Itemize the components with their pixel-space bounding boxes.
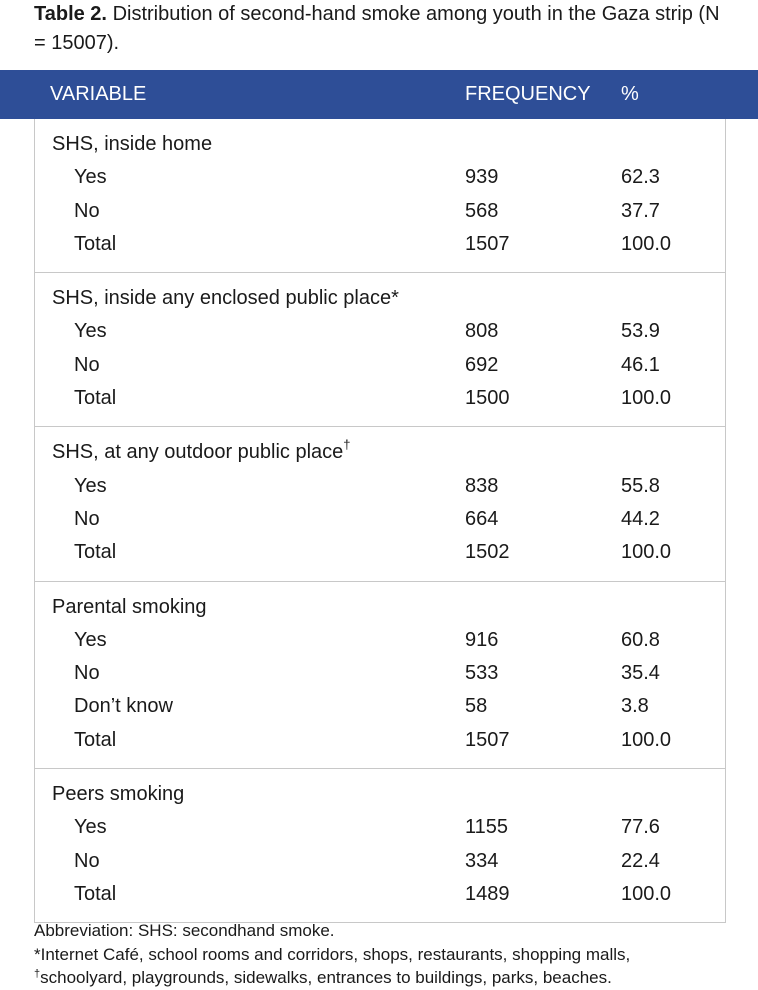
table-row: [35, 846, 725, 879]
header-frequency: FREQUENCY: [465, 83, 591, 105]
row-label: Total: [74, 232, 117, 255]
dagger-mark: †: [34, 968, 41, 980]
table-title: Distribution of second-hand smoke among youth in the Gaza strip (N = 15007).: [34, 3, 720, 54]
table-section: [35, 272, 725, 426]
row-frequency: 1500: [465, 387, 510, 410]
row-label: Yes: [74, 320, 107, 343]
row-label: No: [74, 662, 100, 685]
row-label: Don’t know: [74, 695, 173, 718]
section-title-row: [35, 779, 725, 812]
section-title-text: Parental smoking: [52, 595, 207, 618]
row-frequency: 1507: [465, 232, 510, 255]
section-title-text: Peers smoking: [52, 783, 185, 806]
section-title: [52, 596, 207, 619]
section-title-row: [35, 283, 725, 316]
section-title-row: [35, 592, 725, 625]
row-percent: 37.7: [621, 199, 660, 222]
table-row: [35, 812, 725, 845]
row-percent: 100.0: [621, 728, 672, 751]
header-variable: VARIABLE: [50, 83, 147, 105]
table-header: [0, 70, 758, 119]
row-frequency: 808: [465, 320, 499, 343]
footnote-outdoor: [34, 966, 754, 990]
table-row: [35, 229, 725, 262]
row-label: Yes: [74, 816, 107, 839]
row-percent: 53.9: [621, 320, 660, 343]
section-title: [52, 287, 399, 310]
dagger-mark: †: [343, 437, 351, 453]
row-frequency: 1155: [465, 816, 509, 839]
row-percent: 3.8: [621, 695, 649, 718]
row-frequency: 838: [465, 474, 499, 497]
row-percent: 35.4: [621, 662, 660, 685]
table-row: [35, 471, 725, 504]
section-title-row: [35, 129, 725, 162]
row-label: Total: [74, 728, 117, 751]
table-row: [35, 879, 725, 912]
row-label: Yes: [74, 628, 107, 651]
row-frequency: 533: [465, 662, 499, 685]
table-row: [35, 162, 725, 195]
row-frequency: 939: [465, 166, 499, 189]
table-row: [35, 691, 725, 724]
table-row: [35, 504, 725, 537]
row-frequency: 58: [465, 695, 488, 718]
header-percent: %: [621, 83, 639, 105]
section-title-text: SHS, inside any enclosed public place*: [52, 287, 399, 310]
row-percent: 22.4: [621, 849, 660, 872]
footnote-abbreviation: Abbreviation: SHS: secondhand smoke.: [34, 921, 335, 940]
row-label: Total: [74, 882, 117, 905]
row-percent: 46.1: [621, 353, 660, 376]
row-percent: 100.0: [621, 232, 672, 255]
row-percent: 44.2: [621, 507, 660, 530]
table-row: [35, 537, 725, 570]
row-percent: 55.8: [621, 474, 660, 497]
row-frequency: 916: [465, 628, 499, 651]
row-frequency: 1507: [465, 728, 510, 751]
row-label: No: [74, 849, 100, 872]
row-label: Yes: [74, 166, 107, 189]
table-number: Table 2.: [34, 3, 107, 25]
row-percent: 62.3: [621, 166, 660, 189]
table-caption: [34, 0, 734, 58]
row-label: No: [74, 353, 100, 376]
row-percent: 100.0: [621, 882, 672, 905]
row-percent: 77.6: [621, 816, 660, 839]
section-title-row: [35, 437, 725, 470]
table-row: [35, 316, 725, 349]
row-frequency: 692: [465, 353, 499, 376]
table-row: [35, 383, 725, 416]
footnote-enclosed: *Internet Café, school rooms and corridors, shops, restaurants, shopping malls,: [34, 944, 631, 964]
section-title-text: SHS, at any outdoor public place: [52, 441, 344, 464]
row-label: No: [74, 199, 100, 222]
section-title: [52, 437, 351, 464]
row-percent: 100.0: [621, 541, 672, 564]
table-section: [35, 426, 725, 580]
row-frequency: 664: [465, 507, 499, 530]
section-title: [52, 783, 184, 806]
row-percent: 60.8: [621, 628, 660, 651]
section-title: [52, 133, 212, 156]
table-footnotes: [34, 919, 754, 990]
row-percent: 100.0: [621, 387, 672, 410]
table-body: [34, 119, 726, 923]
table-row: [35, 350, 725, 383]
table-row: [35, 725, 725, 758]
section-title-text: SHS, inside home: [52, 133, 213, 155]
table-row: [35, 658, 725, 691]
row-label: Total: [74, 387, 117, 410]
table-row: [35, 196, 725, 229]
row-label: No: [74, 507, 100, 530]
row-frequency: 1502: [465, 541, 510, 564]
table-section: [35, 768, 725, 922]
table-section: [35, 581, 725, 768]
footnote-outdoor-text: schoolyard, playgrounds, sidewalks, entrances to buildings, parks, beaches.: [40, 968, 612, 987]
row-label: Total: [74, 541, 117, 564]
row-frequency: 334: [465, 849, 499, 872]
table-row: [35, 625, 725, 658]
table-section: [35, 119, 725, 272]
row-frequency: 1489: [465, 882, 510, 905]
row-label: Yes: [74, 474, 107, 497]
row-frequency: 568: [465, 199, 499, 222]
